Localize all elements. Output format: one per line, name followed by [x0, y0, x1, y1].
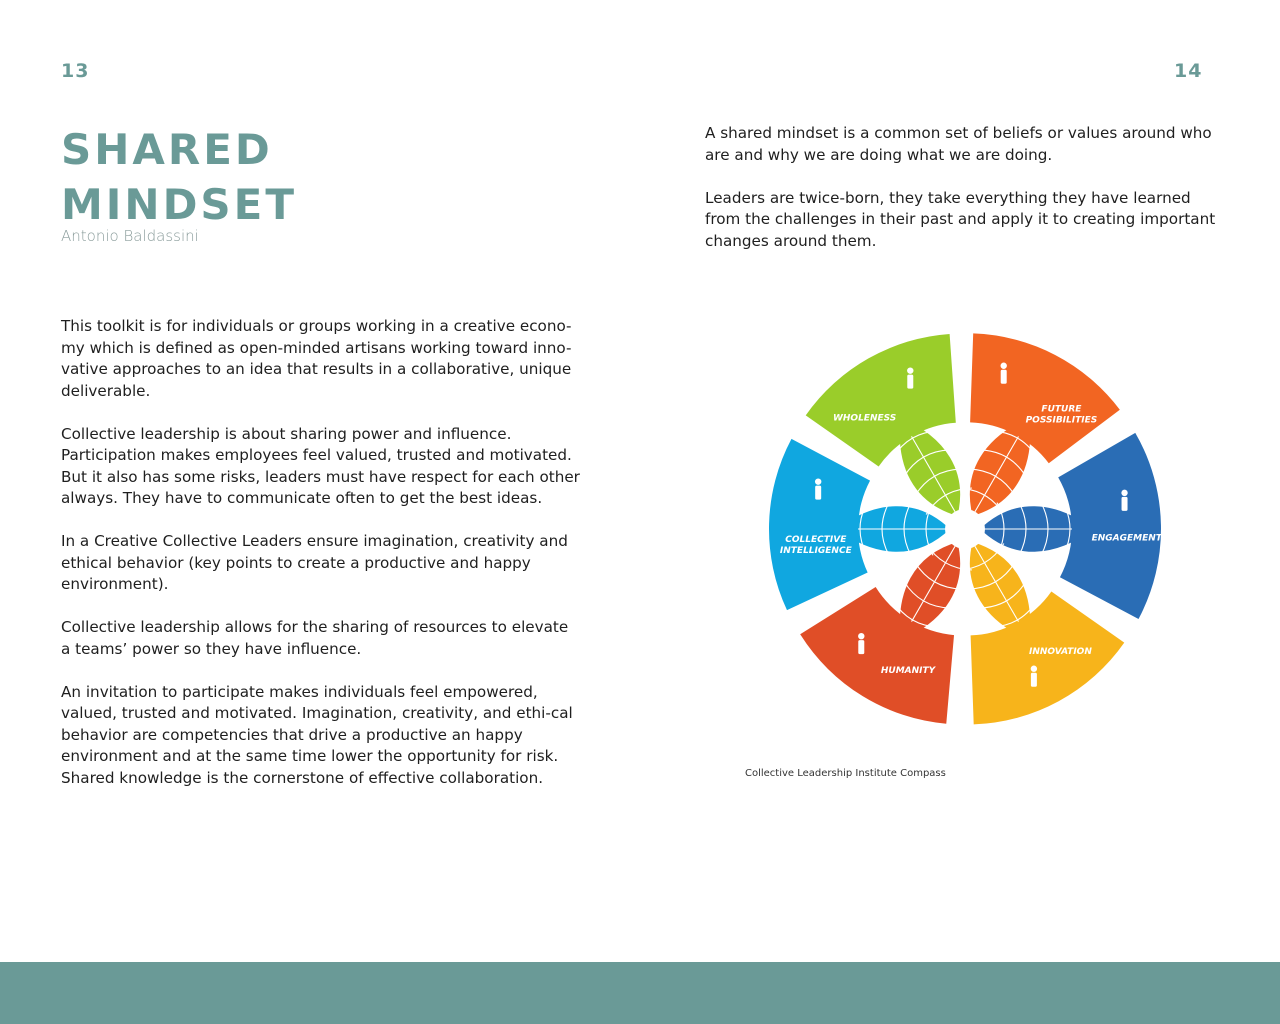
- compass-caption: Collective Leadership Institute Compass: [745, 768, 946, 779]
- title-line: MINDSET: [61, 180, 298, 229]
- paragraph: This toolkit is for individuals or groups working in a creative econo-my which is defined as open-minded artisans working toward inno-vative approaches to an idea that results in a collaborative, unique deliverable.: [61, 317, 572, 400]
- group-of-people-icon: [1121, 490, 1127, 511]
- compass-segment-label: WHOLENESS: [832, 413, 897, 424]
- cloud-people-icon: [815, 478, 821, 499]
- paragraph: An invitation to participate makes individuals feel empowered, valued, trusted and motivated. Imagination, creativity, and ethi-cal behavior are competencies that drive a productive an happy environment and at the same time lower the opportunity for risk. Shared knowledge is the cornerstone of effective collaboration.: [61, 682, 573, 787]
- compass-segment-label: HUMANITY: [880, 665, 936, 676]
- paragraph: Leaders are twice-born, they take everything they have learned from the challenges in their past and apply it to creating important changes around them.: [705, 188, 1216, 250]
- compass-diagram: [740, 316, 1190, 756]
- heart-person-icon: [858, 633, 864, 654]
- paragraph: A shared mindset is a common set of beliefs or values around who are and why we are doing what we are doing.: [705, 124, 1212, 164]
- compass-segment-label: ENGAGEMENT: [1091, 533, 1162, 544]
- left-body-text: [61, 316, 581, 811]
- page-number-left: 13: [61, 60, 90, 82]
- person-with-lightbulb-icon: [1031, 666, 1037, 687]
- compass-segment-label: FUTURE POSSIBILITIES: [1025, 404, 1098, 426]
- person-raising-arm-icon: [1001, 363, 1007, 384]
- title-line: SHARED: [61, 125, 273, 174]
- author-name: Antonio Baldassini: [61, 227, 199, 245]
- compass-hub: [945, 509, 985, 549]
- globe-people-icon: [907, 367, 913, 388]
- right-body-text: [705, 123, 1225, 274]
- paragraph: Collective leadership is about sharing power and influence. Participation makes employees feel valued, trusted and motivated. But it also has some risks, leaders must have respect for each other always. They have to communicate often to get the best ideas.: [61, 424, 580, 507]
- page-title: [61, 122, 297, 232]
- paragraph: In a Creative Collective Leaders ensure imagination, creativity and ethical behavior (key points to create a productive and happy environment).: [61, 532, 568, 593]
- compass-segment-label: INNOVATION: [1028, 647, 1092, 658]
- compass-segment-label: COLLECTIVE INTELLIGENCE: [779, 535, 852, 557]
- compass-segment: [1058, 433, 1161, 619]
- page-number-right: 14: [1174, 60, 1203, 82]
- footer-band: [0, 962, 1280, 1024]
- compass-segment: [769, 439, 870, 610]
- paragraph: Collective leadership allows for the sharing of resources to elevate a teams’ power so they have influence.: [61, 618, 569, 658]
